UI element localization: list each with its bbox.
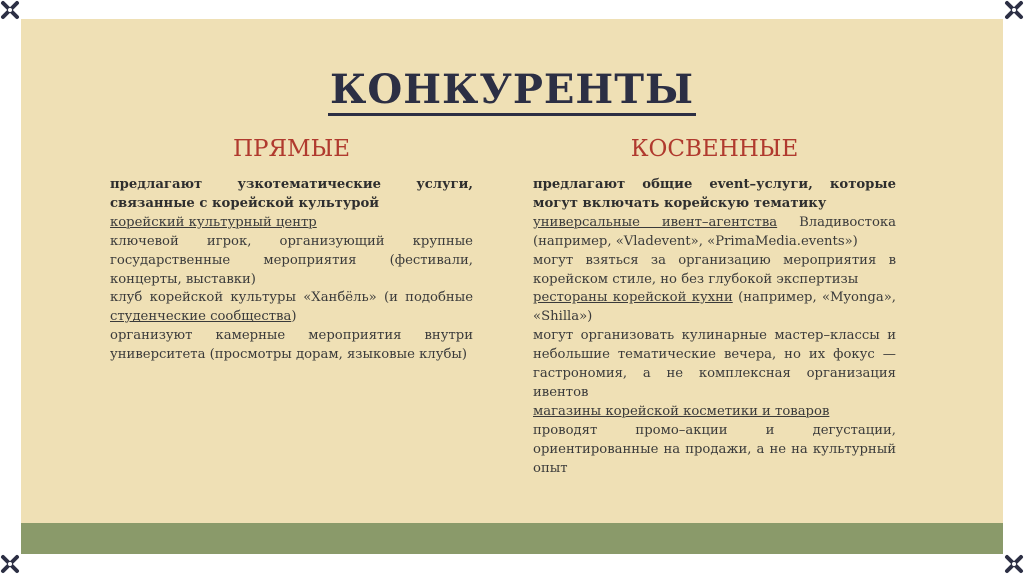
indirect-item-text: могут взяться за организацию мероприятия в корейском стиле, но без глубокой экспертизы bbox=[533, 252, 896, 287]
slide-title: КОНКУРЕНТЫ bbox=[0, 66, 1024, 113]
direct-item-text: организуют камерные мероприятия внутри университета (просмотры дорам, языковые клубы) bbox=[110, 328, 473, 363]
direct-item-text: ключевой игрок, организующий крупные государственные мероприятия (фестивали, концерты, выставки) bbox=[110, 233, 473, 287]
direct-item-title: корейский культурный центр bbox=[110, 214, 317, 230]
corner-ornament-icon bbox=[0, 0, 20, 20]
indirect-item-text: могут организовать кулинарные мастер–классы и небольшие тематические вечера, но их фокус — гастрономия, а не комплексная организация ивентов bbox=[533, 328, 896, 400]
corner-ornament-icon bbox=[1004, 554, 1024, 574]
indirect-intro: предлагают общие event–услуги, которые могут включать корейскую тематику bbox=[533, 177, 896, 211]
indirect-item-title: универсальные ивент–агентства Владивостока (например, «Vladevent», «PrimaMedia.events») bbox=[533, 214, 896, 249]
direct-item-title: клуб корейской культуры «Ханбёль» (и подобные студенческие сообщества) bbox=[110, 290, 473, 325]
direct-column bbox=[110, 176, 473, 365]
corner-ornament-icon bbox=[0, 554, 20, 574]
footer-band bbox=[21, 523, 1003, 554]
indirect-item-text: проводят промо–акции и дегустации, ориентированные на продажи, а не на культурный опыт bbox=[533, 422, 896, 476]
indirect-heading: КОСВЕННЫЕ bbox=[630, 136, 799, 162]
direct-heading: ПРЯМЫЕ bbox=[232, 136, 351, 162]
indirect-item-link: универсальные ивент–агентства bbox=[533, 214, 778, 230]
indirect-item-title: рестораны корейской кухни (например, «Myonga», «Shilla») bbox=[533, 290, 897, 325]
direct-item-link: студенческие сообщества bbox=[110, 309, 292, 325]
indirect-item-title: магазины корейской косметики и товаров bbox=[533, 403, 830, 419]
direct-intro: предлагают узкотематические услуги, связанные с корейской культурой bbox=[110, 177, 473, 211]
indirect-item-link: рестораны корейской кухни bbox=[533, 290, 733, 306]
indirect-column bbox=[533, 176, 896, 479]
corner-ornament-icon bbox=[1004, 0, 1024, 20]
